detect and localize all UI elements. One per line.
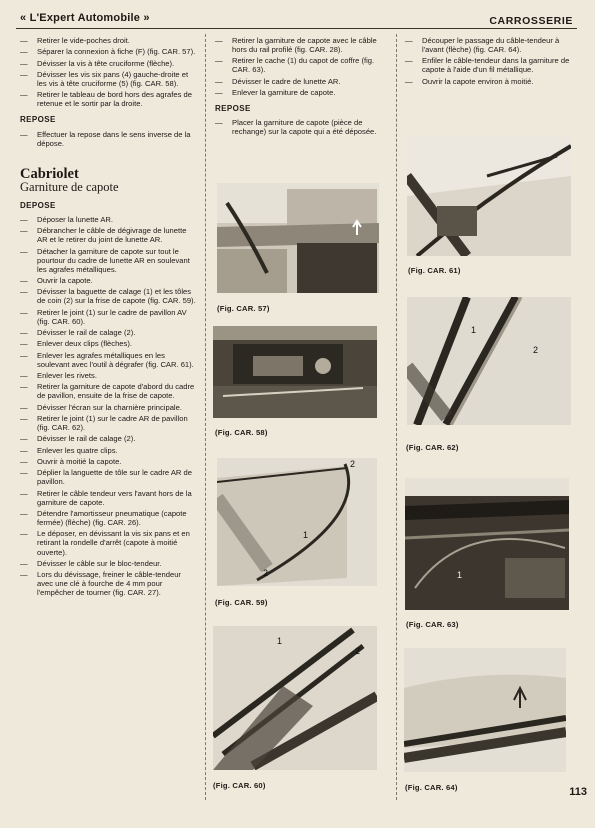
step-item: — Dévisser le câble sur le bloc-tendeur. (20, 559, 196, 568)
step-item: — Détacher la garniture de capote sur tout le pourtour du cadre de lunette AR en soulevant les agrafes métalliques. (20, 247, 196, 274)
steps-list (215, 36, 387, 97)
column-divider-2 (396, 34, 397, 800)
svg-text:1: 1 (471, 325, 477, 335)
step-item: — Ouvrir la capote environ à moitié. (405, 77, 575, 86)
step-item: — Retirer la garniture de capote d'abord du cadre de pavillon, ensuite de la frise de capote. (20, 382, 196, 400)
step-item: — Détendre l'amortisseur pneumatique (capote fermée) (flèche) (fig. CAR. 26). (20, 509, 196, 527)
depose-list (20, 215, 196, 597)
step-item: — Découper le passage du câble-tendeur à l'avant (flèche) (fig. CAR. 64). (405, 36, 575, 54)
step-item: — Dévisser le cadre de lunette AR. (215, 77, 387, 86)
depose-heading: DEPOSE (20, 200, 56, 210)
column-2 (215, 36, 387, 139)
figure-caption: (Fig. CAR. 60) (213, 781, 266, 790)
svg-text:2: 2 (533, 345, 539, 355)
step-item: — Retirer le cache (1) du capot de coffre (fig. CAR. 63). (215, 56, 387, 74)
figure-car-58 (213, 326, 377, 418)
repose-heading: REPOSE (20, 115, 56, 125)
figure-car-61 (407, 136, 571, 256)
figure-car-64 (404, 648, 566, 772)
step-item: — Séparer la connexion à fiche (F) (fig. CAR. 57). (20, 47, 196, 56)
step-item: — Enlever les quatre clips. (20, 446, 196, 455)
step-item: — Effectuer la repose dans le sens inverse de la dépose. (20, 130, 196, 148)
svg-text:2: 2 (350, 459, 356, 469)
section-title: Cabriolet (20, 165, 79, 182)
step-item: — Retirer le tableau de bord hors des agrafes de retenue et le sortir par la droite. (20, 90, 196, 108)
step-item: — Placer la garniture de capote (pièce de rechange) sur la capote qui a été déposée. (215, 118, 387, 136)
step-item: — Dévisser le rail de calage (2). (20, 328, 196, 337)
repose-heading: REPOSE (215, 104, 251, 114)
repose-list (215, 118, 387, 136)
section-subtitle: Garniture de capote (20, 179, 119, 194)
column-divider-1 (205, 34, 206, 800)
step-item: — Retirer le joint (1) sur le cadre AR de pavillon (fig. CAR. 62). (20, 414, 196, 432)
step-item: — Enfiler le câble-tendeur dans la garniture de capote à l'aide d'un fil métallique. (405, 56, 575, 74)
header-rule (16, 28, 577, 29)
step-item: — Débrancher le câble de dégivrage de lunette AR et le retirer du joint de lunette AR. (20, 226, 196, 244)
step-item: — Ouvrir à moitié la capote. (20, 457, 196, 466)
step-item: — Dévisser les vis six pans (4) gauche-droite et les vis à tête cruciforme (5) (fig. CAR. 58). (20, 70, 196, 88)
svg-text:1: 1 (277, 636, 283, 646)
steps-list-top (20, 36, 196, 108)
svg-text:1: 1 (457, 570, 463, 580)
step-item: — Retirer le vide-poches droit. (20, 36, 196, 45)
figure-caption: (Fig. CAR. 62) (406, 443, 459, 452)
svg-text:1: 1 (303, 530, 309, 540)
figure-caption: (Fig. CAR. 61) (408, 266, 461, 275)
header-brand: « L'Expert Automobile » (20, 12, 150, 24)
svg-text:2: 2 (355, 646, 361, 656)
step-item: — Dévisser le rail de calage (2). (20, 434, 196, 443)
step-item: — Enlever les agrafes métalliques en les soulevant avec l'outil à dégrafer (fig. CAR. 61). (20, 351, 196, 369)
page-number: 113 (569, 786, 587, 798)
step-item: — Retirer le joint (1) sur le cadre de pavillon AV (fig. CAR. 60). (20, 308, 196, 326)
header-section: CARROSSERIE (489, 15, 573, 27)
figure-caption: (Fig. CAR. 58) (215, 428, 268, 437)
step-item: — Le déposer, en dévissant la vis six pans et en retirant la rondelle d'arrêt (capote à moitié ouverte). (20, 529, 196, 556)
column-3 (405, 36, 575, 88)
figure-car-57 (217, 183, 379, 293)
step-item: — Déposer la lunette AR. (20, 215, 196, 224)
figure-car-59 (217, 458, 377, 586)
steps-list (405, 36, 575, 86)
figure-caption: (Fig. CAR. 64) (405, 783, 458, 792)
step-item: — Lors du dévissage, freiner le câble-tendeur avec une clé à fourche de 4 mm pour l'empêcher de tourner (fig. CAR. 27). (20, 570, 196, 597)
step-item: — Retirer le câble tendeur vers l'avant hors de la garniture de capote. (20, 489, 196, 507)
figure-caption: (Fig. CAR. 59) (215, 598, 268, 607)
step-item: — Enlever la garniture de capote. (215, 88, 387, 97)
step-item: — Retirer la garniture de capote avec le câble hors du rail profilé (fig. CAR. 28). (215, 36, 387, 54)
step-item: — Dévisser la baguette de calage (1) et les tôles de coin (2) sur la frise de capote (fig. CAR. 59). (20, 287, 196, 305)
step-item: — Ouvrir la capote. (20, 276, 196, 285)
figure-caption: (Fig. CAR. 57) (217, 304, 270, 313)
figure-car-60 (213, 626, 377, 770)
step-item: — Dévisser la vis à tête cruciforme (flèche). (20, 59, 196, 68)
svg-text:2: 2 (263, 568, 269, 578)
step-item: — Dévisser l'écran sur la charnière principale. (20, 403, 196, 412)
figure-car-63 (405, 478, 569, 610)
step-item: — Enlever les rivets. (20, 371, 196, 380)
step-item: — Enlever deux clips (flèches). (20, 339, 196, 348)
repose-list (20, 130, 196, 148)
figure-car-62 (407, 297, 571, 425)
column-1 (20, 36, 196, 600)
figure-caption: (Fig. CAR. 63) (406, 620, 459, 629)
step-item: — Déplier la languette de tôle sur le cadre AR de pavillon. (20, 468, 196, 486)
